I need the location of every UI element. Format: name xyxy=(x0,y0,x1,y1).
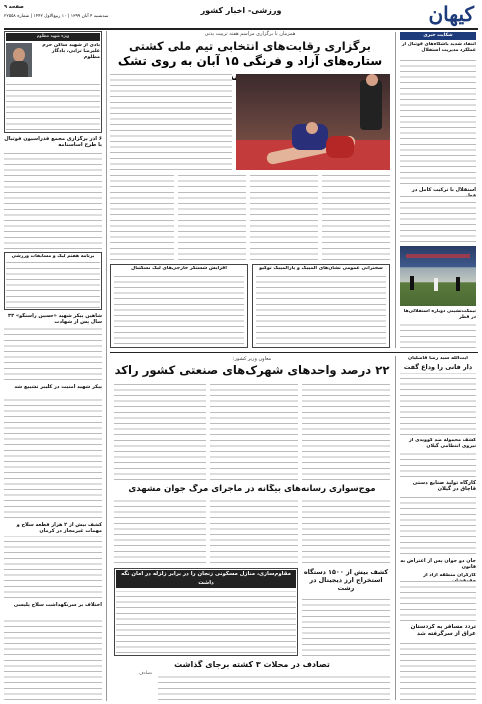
right-column-divider xyxy=(395,32,396,348)
lead-story-body-3 xyxy=(178,174,246,260)
lead-story-body-1 xyxy=(322,174,390,260)
section-title: ورزشی- اخبار کشور xyxy=(200,6,282,15)
left-story-1-title: ۶ آذر برگزاری مجمع فدراسیون فوتبال با طرح اساسنامه xyxy=(4,136,102,149)
lower-right-story-2: کشف محموله ضد کوویدی از نیروی انتظامی گیلان xyxy=(409,438,476,449)
left-story-6-title: اختلاف بر سرنگهداشت سلاح پلیسی xyxy=(13,602,102,608)
date-line: سه‌شنبه ۴ آبان ۱۳۹۹ | ۱۰ ربیع‌الاول ۱۴۴۲ | شماره ۲۲۵۵۸ xyxy=(4,14,109,19)
mid-story-right-title: سخنرانی عمومی نشان‌های المپیک و پارالمپیک توکیو xyxy=(259,266,383,271)
martyr-box-label: ویژه شهید مظلوم xyxy=(6,33,100,41)
lower-right-story-6: تردد مسافر به کردستان عراق از سرگرفته شد xyxy=(410,624,476,637)
lower-right-body xyxy=(400,373,476,435)
schedule-body xyxy=(6,262,100,308)
page-number: صفحه ۹ xyxy=(4,4,24,10)
left-story-4-body xyxy=(4,398,102,518)
earthquake-title: مقاوم‌سازی، منازل مسکونی زنجان را در برابر زلزله در امان نگه داشت xyxy=(116,570,296,588)
stadium-photo xyxy=(400,246,476,306)
lead-headline-1: برگزاری رقابت‌های انتخابی تیم ملی کشتی xyxy=(129,39,371,53)
earthquake-body xyxy=(116,591,296,653)
lower-story-body-2 xyxy=(210,382,298,480)
crypto-title: کشف بیش از ۱۵۰۰ دستگاه استخراج ارز دیجیتال در رشت xyxy=(303,568,389,592)
lower-right-story-3: کارگاه تولید صنایع دستی قاچاق در گیلان xyxy=(412,480,476,493)
crypto-body xyxy=(302,596,390,656)
martyr-portrait xyxy=(6,43,32,77)
lower-kicker: معاون وزیر کشور: xyxy=(232,356,272,362)
right-column-body-3 xyxy=(400,322,476,348)
right-column-body-2 xyxy=(400,196,476,242)
lower-sub-headline: موج‌سواری رسانه‌های بیگانه در ماجرای مرگ جوان مشهدی xyxy=(128,484,376,494)
lower-right-body-4 xyxy=(400,581,476,621)
left-story-5-body xyxy=(4,536,102,598)
lower-right-divider xyxy=(395,356,396,700)
left-story-6-body xyxy=(4,616,102,700)
right-column-title: انتقاد شدید باشگاه‌های فوتبال از عملکرد مدیریت استقلال xyxy=(401,42,476,53)
mashhad-body-2 xyxy=(210,499,298,563)
lower-story-body-1 xyxy=(302,382,390,480)
lower-right-body-2 xyxy=(400,451,476,477)
right-column-third-title: نیمکت‌نشینی دوباره استقلالی‌ها در قطر xyxy=(403,309,476,320)
wrestling-photo xyxy=(236,74,390,170)
left-story-3-title: شاهین ‌پیکر شهید «حسین راستگو» ۳۳ سال پس از شهادت xyxy=(8,313,102,326)
crash-title: تصادف در محلات ۳ کشته برجای گذاشت xyxy=(174,660,330,669)
lead-story-body-right xyxy=(110,74,232,170)
masthead-rule xyxy=(4,28,478,30)
left-column-divider xyxy=(106,31,107,701)
schedule-title: برنامه هفتم لیگ و مسابقات ورزشی xyxy=(11,254,95,259)
martyr-box-body xyxy=(6,80,100,130)
lower-right-title: دار فانی را وداع گفت xyxy=(403,363,473,371)
section-divider xyxy=(110,352,478,353)
lead-story-body-4 xyxy=(110,174,174,260)
lead-kicker: همزمان با برگزاری مراسم هفته تربیت بدنی xyxy=(204,31,296,37)
crash-body xyxy=(158,672,390,700)
lead-story-body-2 xyxy=(250,174,318,260)
left-story-5-title: کشف بیش از ۲ هزار قطعه سلاح و مهمات غیرمجاز در کرمان xyxy=(16,522,102,535)
lower-right-body-5 xyxy=(400,640,476,700)
mid-story-right-body xyxy=(256,274,386,344)
lower-story-body-3 xyxy=(114,382,206,480)
mid-story-left-title: افزایش شستگر خارجی‌های لیگ بسکتبال xyxy=(131,266,227,271)
left-story-1-body xyxy=(4,151,102,249)
lower-right-story-4: جان دو جوان پس از اعتراض به قانون xyxy=(400,558,476,571)
right-column-body xyxy=(400,56,476,184)
lower-headline: ۲۲ درصد واحدهای شهرک‌های صنعتی کشور راکد xyxy=(114,363,390,377)
left-story-3-body xyxy=(4,328,102,380)
martyr-box-title: یادی از شهید ساکن حرم علیرضا ترابی، یادگار مظلوم xyxy=(42,43,100,60)
right-column-second-title: استقلال با ترکیب کامل در xyxy=(411,187,476,193)
mashhad-body-3 xyxy=(114,499,206,563)
crash-tag: تصادف xyxy=(139,671,152,676)
lower-right-story-5: کارگران منطقه آزاد از xyxy=(423,573,476,578)
lead-headline-2: ستاره‌های آزاد و فرنگی ۱۵ آبان به روی تشک xyxy=(117,54,383,68)
right-column-tag: شکایت خبری xyxy=(400,32,476,40)
lower-right-body-3 xyxy=(400,494,476,554)
mashhad-body-1 xyxy=(302,499,390,563)
lower-right-tag: آیت‌الله سید رضا فاضلیان xyxy=(408,356,468,361)
left-story-4-title: پیکر شهید امنیت در کلیبر تشییع شد xyxy=(14,384,102,390)
mid-story-left-body xyxy=(114,274,244,344)
newspaper-logo: کیهان xyxy=(428,2,474,26)
